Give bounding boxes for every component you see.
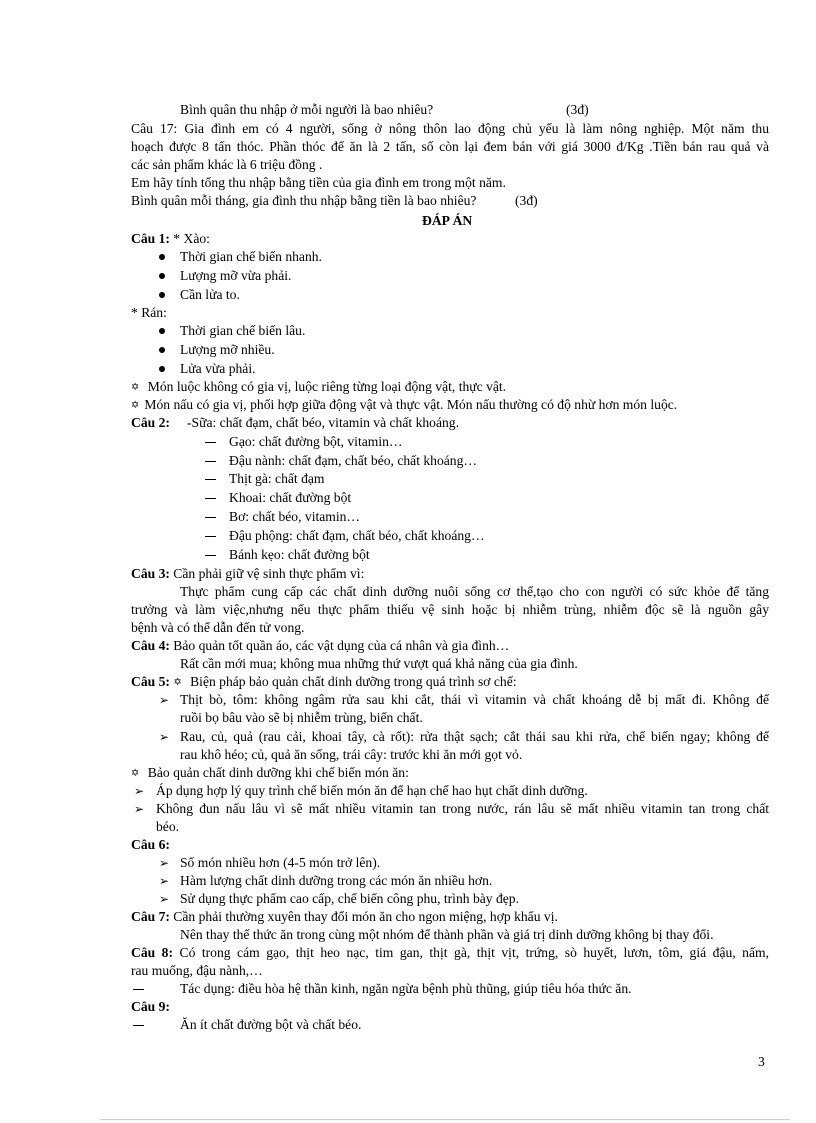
c8-text-line-2: rau muống, đậu nành,… [131,963,263,978]
c7-paragraph: Nên thay thế thức ăn trong cùng một nhóm để thành phần và giá trị dinh dưỡng không bị thay đổi. [180,927,714,942]
c8-header [131,944,769,962]
c8-text-line-1: Có trong cám gạo, thịt heo nạc, tim gan, thịt gà, thịt vịt, trứng, sò huyết, lươn, tôm, giá đậu, nấm, [173,945,769,960]
bullet-icon [159,292,165,298]
c1-ran-item: Lửa vừa phải. [180,361,256,376]
q16-points: (3đ) [566,102,589,117]
c3-text: Cần phải giữ vệ sinh thực phẩm vì: [169,566,365,581]
dash-icon [205,498,216,499]
c2-item: Bánh kẹo: chất đường bột [229,547,370,562]
c5-text: Biện pháp bảo quản chất dinh dưỡng trong quá trình sơ chế: [186,674,517,689]
c2-item: Gạo: chất đường bột, vitamin… [229,434,403,449]
c1-star-1-text: Món luộc không có gia vị, luộc riêng từng loại động vật, thực vật. [144,379,507,394]
c1-xao-label: * Xào: [169,231,210,246]
c7-text: Cần phải thường xuyên thay đổi món ăn cho ngon miệng, hợp khẩu vị. [169,909,558,924]
c8-effect: Tác dụng: điều hòa hệ thần kinh, ngăn ngừa bệnh phù thũng, giúp tiêu hóa thức ăn. [180,981,632,996]
arrow-bullet-icon: ➢ [159,693,170,707]
bullet-icon [159,366,165,372]
bullet-icon [159,273,165,279]
q16-tail: Bình quân thu nhập ở mỗi người là bao nhiêu? [180,102,434,117]
c1-ran-item: Lượng mỡ nhiều. [180,342,275,357]
c2-label: Câu 2: [131,415,170,430]
star-icon: ✡ [131,382,140,393]
c7-label: Câu 7: [131,909,170,924]
c5-a2-line-2: rau khô héo; củ, quả ăn sống, trái cây: trước khi ăn mới gọt vỏ. [180,747,523,762]
c1-ran-label: * Rán: [131,305,167,320]
c4-paragraph: Rất cần mới mua; không mua những thứ vượt quá khả năng của gia đình. [180,656,578,671]
dash-icon [205,517,216,518]
footer-rule [100,1119,790,1120]
c1-ran-item: Thời gian chế biến lâu. [180,323,306,338]
c5-b2-line-1: Không đun nấu lâu vì sẽ mất nhiều vitamin tan trong nước, rán lâu sẽ mất nhiều vitamin tan trong chất [156,801,769,816]
c5-label: Câu 5: [131,674,170,689]
star-icon: ✡ [131,768,140,779]
c5-a1-line-1: Thịt bò, tôm: không ngâm rửa sau khi cắt, thái vì vitamin và chất khoáng dễ bị mất đi. Không để [180,692,769,707]
c1-label: Câu 1: [131,231,170,246]
bullet-icon [159,347,165,353]
dash-icon [205,461,216,462]
c2-item: Khoai: chất đường bột [229,490,352,505]
c2-item: Thịt gà: chất đạm [229,471,325,486]
arrow-bullet-icon: ➢ [134,784,145,798]
c1-header [131,230,210,248]
dash-icon [133,1025,144,1026]
c5-star [131,764,409,784]
c5-b2-line-2: béo. [156,819,180,834]
c4-label: Câu 4: [131,638,170,653]
dash-icon [205,479,216,480]
c5-b1: Áp dụng hợp lý quy trình chế biến món ăn để hạn chế hao hụt chất dinh dưỡng. [156,783,588,798]
arrow-bullet-icon: ➢ [159,856,170,870]
c2-item: Đậu nành: chất đạm, chất béo, chất khoáng… [229,453,477,468]
dash-icon [205,536,216,537]
c4-text: Bảo quản tốt quần áo, các vật dụng của cá nhân và gia đình… [169,638,510,653]
c6-label: Câu 6: [131,837,170,852]
q17-points: (3đ) [515,193,538,208]
star-icon: ✡ [131,400,140,411]
bullet-icon [159,328,165,334]
q17-line-1: Câu 17: Gia đình em có 4 người, sống ở nông thôn lao động chủ yếu là làm nông nghiệp. Một năm thu [131,121,769,136]
c3-header [131,565,364,583]
c6-item: Hàm lượng chất dinh dưỡng trong các món ăn nhiều hơn. [180,873,493,888]
arrow-bullet-icon: ➢ [134,802,145,816]
c7-header [131,908,558,926]
c6-item: Sử dụng thực phẩm cao cấp, chế biến công phu, trình bày đẹp. [180,891,520,906]
c3-label: Câu 3: [131,566,170,581]
c6-item: Số món nhiều hơn (4-5 món trở lên). [180,855,381,870]
c4-header [131,637,509,655]
dash-icon [205,442,216,443]
star-icon: ✡ [173,677,182,688]
answer-title: ĐÁP ÁN [422,213,473,228]
arrow-bullet-icon: ➢ [159,874,170,888]
c1-xao-item: Thời gian chế biến nhanh. [180,249,322,264]
c5-a1-line-2: ruồi bọ bâu vào sẽ bị nhiễm trùng, biến chất. [180,710,423,725]
c3-paragraph-line-2: trưởng và làm việc,nhưng nếu thực phẩm thiếu vệ sinh hoặc bị nhiễm trùng, nhiễm độc sẽ là nguồn gây [131,602,769,617]
q17-line-5: Bình quân mỗi tháng, gia đình thu nhập bằng tiền là bao nhiêu? [131,193,477,208]
c1-xao-item: Lượng mỡ vừa phải. [180,268,292,283]
c1-star-2-text: Món nấu có gia vị, phối hợp giữa động vật và thực vật. Món nấu thường có độ nhừ hơn món luộc. [144,397,678,412]
c9-label: Câu 9: [131,999,170,1014]
c3-paragraph-line-1: Thực phẩm cung cấp các chất dinh dưỡng nuôi sống cơ thể,tạo cho con người có sức khỏe để tăng [180,584,769,599]
c5-header [131,673,517,693]
dash-icon [133,989,144,990]
q17-line-2: hoạch được 8 tấn thóc. Phần thóc để ăn là 2 tấn, số còn lại đem bán với giá 3000 đ/Kg .Tiền bán rau quả và [131,139,769,154]
q17-line-3: các sản phẩm khác là 6 triệu đồng . [131,157,323,172]
c9-item: Ăn ít chất đường bột và chất béo. [180,1017,362,1032]
c3-paragraph-line-3: bệnh và có thể dẫn đến tử vong. [131,620,305,635]
arrow-bullet-icon: ➢ [159,730,170,744]
page-number: 3 [758,1054,765,1069]
c5-star-text: Bảo quản chất dinh dưỡng khi chế biến món ăn: [144,765,409,780]
q17-line-4: Em hãy tính tổng thu nhập bằng tiền của gia đình em trong một năm. [131,175,506,190]
c2-first-item: -Sữa: chất đạm, chất béo, vitamin và chất khoáng. [187,415,459,430]
dash-icon [205,555,216,556]
bullet-icon [159,254,165,260]
c5-a2-line-1: Rau, củ, quả (rau cải, khoai tây, cà rốt): rửa thật sạch; cắt thái sau khi rửa, chế biến ngay; không để [180,729,769,744]
arrow-bullet-icon: ➢ [159,892,170,906]
c1-star-1 [131,378,506,398]
c1-star-2 [131,396,677,416]
c1-xao-item: Cần lửa to. [180,287,240,302]
c8-label: Câu 8: [131,945,173,960]
c2-item: Bơ: chất béo, vitamin… [229,509,361,524]
c2-item: Đậu phộng: chất đạm, chất béo, chất khoáng… [229,528,485,543]
